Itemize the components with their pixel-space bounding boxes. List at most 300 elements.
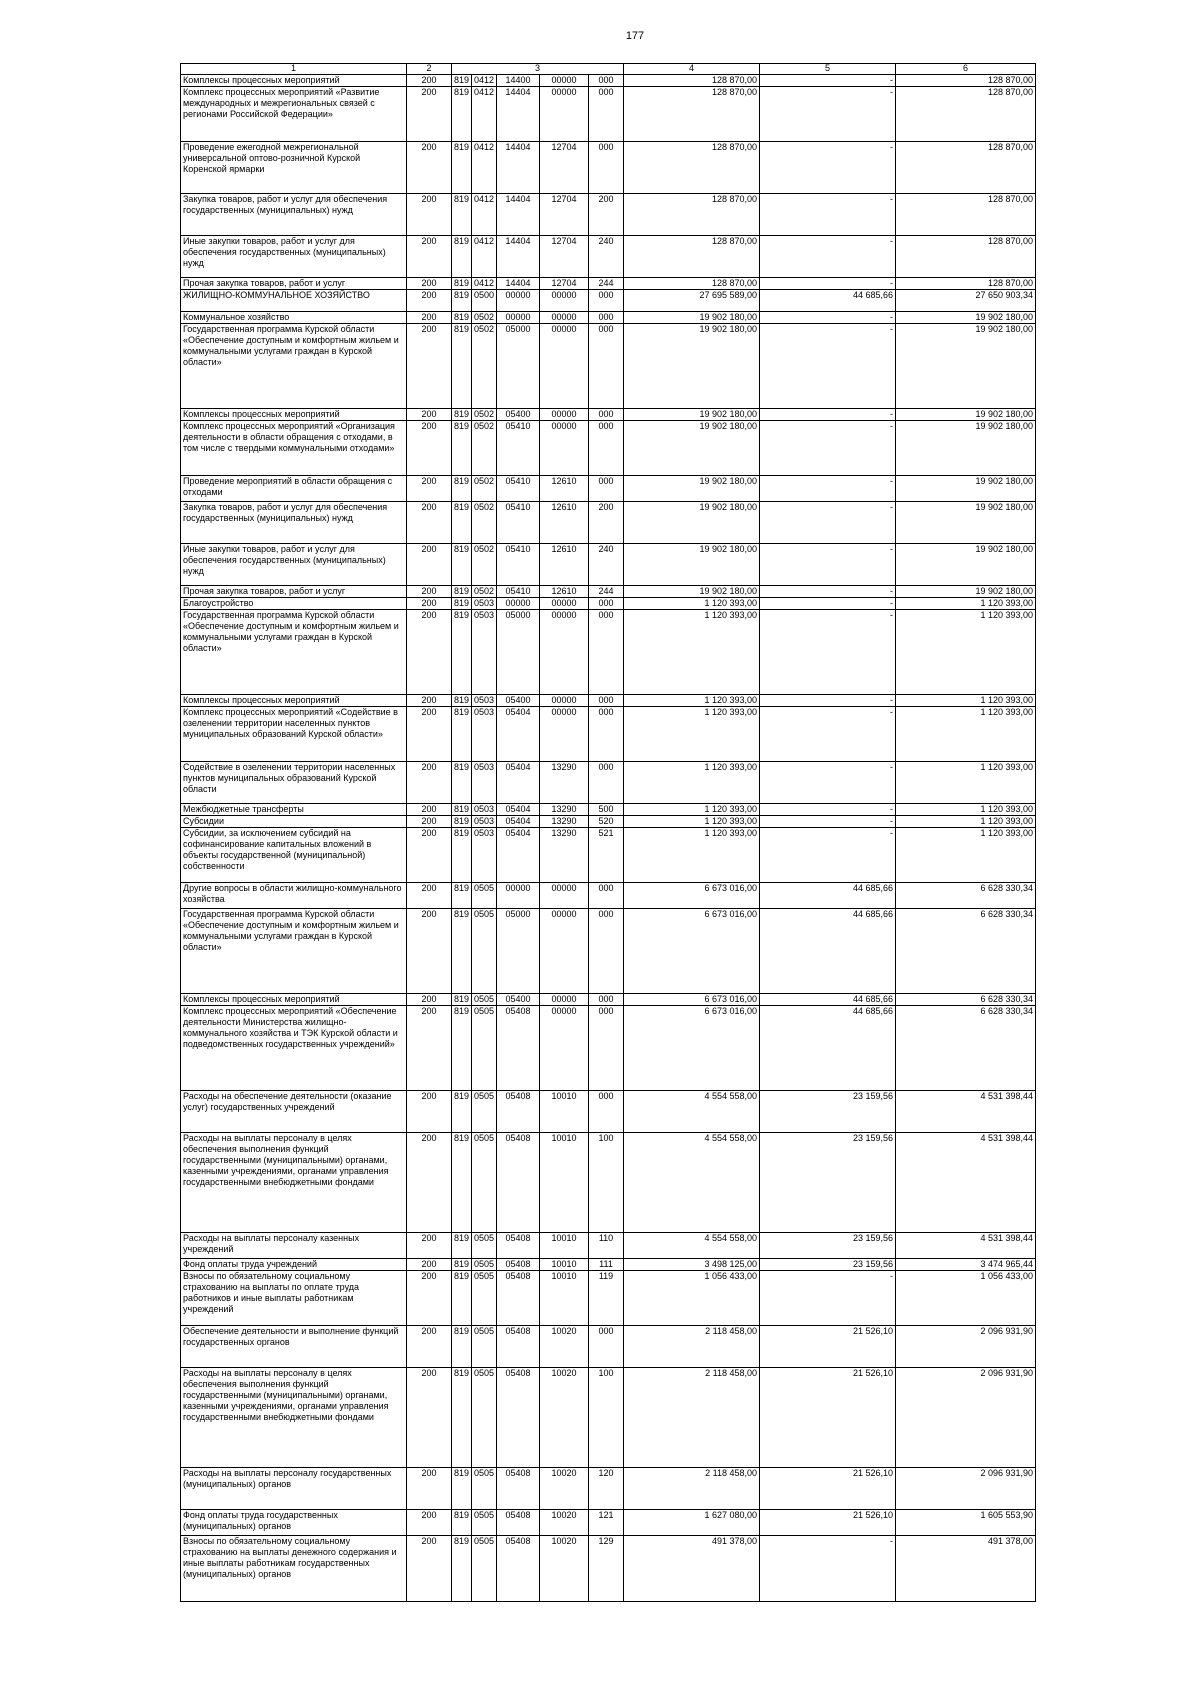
row-name: Обеспечение деятельности и выполнение функций государственных органов — [181, 1326, 407, 1368]
table-row — [181, 290, 1036, 312]
row-amount-planned: 19 902 180,00 — [624, 421, 760, 476]
row-amount-change: - — [760, 816, 896, 828]
row-code: 200 — [407, 421, 452, 476]
row-ministry: 819 — [452, 883, 472, 909]
row-amount-change: - — [760, 476, 896, 502]
col-header-4: 4 — [624, 64, 760, 75]
row-code: 200 — [407, 586, 452, 598]
row-code: 200 — [407, 1326, 452, 1368]
row-amount-change: - — [760, 75, 896, 87]
row-amount-change: 44 685,66 — [760, 1006, 896, 1091]
row-direction: 10010 — [540, 1271, 589, 1326]
row-section: 0505 — [472, 1368, 497, 1468]
row-amount-total: 1 605 553,90 — [896, 1510, 1036, 1536]
row-code: 200 — [407, 544, 452, 586]
table-row — [181, 194, 1036, 236]
row-section: 0505 — [472, 1259, 497, 1271]
row-amount-planned: 128 870,00 — [624, 142, 760, 194]
row-amount-change: 23 159,56 — [760, 1259, 896, 1271]
col-header-5: 5 — [760, 64, 896, 75]
row-section: 0503 — [472, 598, 497, 610]
row-direction: 10020 — [540, 1536, 589, 1602]
row-program: 00000 — [497, 312, 540, 324]
row-code: 200 — [407, 1133, 452, 1233]
table-row — [181, 1468, 1036, 1510]
row-amount-planned: 128 870,00 — [624, 278, 760, 290]
row-ministry: 819 — [452, 994, 472, 1006]
row-section: 0505 — [472, 1326, 497, 1368]
row-program: 05400 — [497, 409, 540, 421]
table-row — [181, 1271, 1036, 1326]
table-row — [181, 1233, 1036, 1259]
row-section: 0505 — [472, 1468, 497, 1510]
table-row — [181, 828, 1036, 883]
row-amount-planned: 4 554 558,00 — [624, 1233, 760, 1259]
row-program: 05400 — [497, 695, 540, 707]
row-amount-change: 21 526,10 — [760, 1468, 896, 1510]
row-amount-change: - — [760, 804, 896, 816]
row-ministry: 819 — [452, 1133, 472, 1233]
row-direction: 00000 — [540, 695, 589, 707]
row-code: 200 — [407, 194, 452, 236]
row-amount-change: 44 685,66 — [760, 883, 896, 909]
row-program: 14404 — [497, 194, 540, 236]
row-expense-type: 200 — [589, 194, 624, 236]
row-name: Субсидии — [181, 816, 407, 828]
row-ministry: 819 — [452, 828, 472, 883]
row-amount-planned: 1 120 393,00 — [624, 707, 760, 762]
row-code: 200 — [407, 994, 452, 1006]
row-program: 05400 — [497, 994, 540, 1006]
row-amount-change: 23 159,56 — [760, 1091, 896, 1133]
row-program: 14404 — [497, 236, 540, 278]
row-ministry: 819 — [452, 610, 472, 695]
row-amount-change: - — [760, 87, 896, 142]
row-program: 05408 — [497, 1326, 540, 1368]
row-amount-change: - — [760, 610, 896, 695]
row-amount-change: - — [760, 236, 896, 278]
row-expense-type: 129 — [589, 1536, 624, 1602]
row-amount-planned: 6 673 016,00 — [624, 883, 760, 909]
row-direction: 13290 — [540, 762, 589, 804]
row-amount-total: 1 120 393,00 — [896, 598, 1036, 610]
table-body — [181, 75, 1036, 1602]
table-row — [181, 544, 1036, 586]
row-ministry: 819 — [452, 1536, 472, 1602]
table-row — [181, 476, 1036, 502]
row-ministry: 819 — [452, 421, 472, 476]
row-section: 0502 — [472, 409, 497, 421]
row-code: 200 — [407, 1536, 452, 1602]
table-row — [181, 1536, 1036, 1602]
row-section: 0505 — [472, 994, 497, 1006]
row-amount-total: 6 628 330,34 — [896, 994, 1036, 1006]
row-amount-total: 2 096 931,90 — [896, 1326, 1036, 1368]
row-amount-total: 2 096 931,90 — [896, 1468, 1036, 1510]
row-amount-planned: 128 870,00 — [624, 75, 760, 87]
row-direction: 10010 — [540, 1091, 589, 1133]
row-expense-type: 000 — [589, 312, 624, 324]
row-program: 05404 — [497, 762, 540, 804]
row-amount-total: 4 531 398,44 — [896, 1091, 1036, 1133]
row-amount-planned: 1 120 393,00 — [624, 804, 760, 816]
row-amount-total: 128 870,00 — [896, 236, 1036, 278]
row-amount-change: - — [760, 586, 896, 598]
row-direction: 00000 — [540, 994, 589, 1006]
row-direction: 12610 — [540, 586, 589, 598]
row-amount-planned: 19 902 180,00 — [624, 324, 760, 409]
row-amount-total: 128 870,00 — [896, 194, 1036, 236]
row-amount-planned: 128 870,00 — [624, 87, 760, 142]
row-direction: 10020 — [540, 1468, 589, 1510]
row-section: 0505 — [472, 909, 497, 994]
row-direction: 12704 — [540, 142, 589, 194]
row-amount-change: 21 526,10 — [760, 1510, 896, 1536]
row-ministry: 819 — [452, 142, 472, 194]
row-code: 200 — [407, 502, 452, 544]
row-ministry: 819 — [452, 75, 472, 87]
row-amount-planned: 6 673 016,00 — [624, 994, 760, 1006]
row-name: Комплекс процессных мероприятий «Развитие международных и межрегиональных связей с регионами Российской Федерации» — [181, 87, 407, 142]
row-expense-type: 000 — [589, 290, 624, 312]
row-amount-total: 1 120 393,00 — [896, 828, 1036, 883]
row-name: Расходы на выплаты персоналу в целях обеспечения выполнения функций государственными (муниципальными) органами, казенными учреждениями, органами управления государственными внебюджетными фондами — [181, 1368, 407, 1468]
row-amount-change: 44 685,66 — [760, 290, 896, 312]
table-row — [181, 586, 1036, 598]
row-expense-type: 000 — [589, 142, 624, 194]
row-expense-type: 119 — [589, 1271, 624, 1326]
row-code: 200 — [407, 610, 452, 695]
row-amount-total: 1 120 393,00 — [896, 762, 1036, 804]
row-program: 14404 — [497, 278, 540, 290]
row-amount-planned: 2 118 458,00 — [624, 1368, 760, 1468]
row-ministry: 819 — [452, 544, 472, 586]
row-direction: 10020 — [540, 1326, 589, 1368]
row-amount-change: - — [760, 502, 896, 544]
row-name: Коммунальное хозяйство — [181, 312, 407, 324]
row-amount-change: - — [760, 421, 896, 476]
row-direction: 12610 — [540, 544, 589, 586]
row-expense-type: 000 — [589, 883, 624, 909]
row-amount-change: - — [760, 598, 896, 610]
row-code: 200 — [407, 762, 452, 804]
row-name: Проведение ежегодной межрегиональной универсальной оптово-розничной Курской Коренской ярмарки — [181, 142, 407, 194]
row-code: 200 — [407, 87, 452, 142]
row-section: 0502 — [472, 324, 497, 409]
row-expense-type: 111 — [589, 1259, 624, 1271]
row-ministry: 819 — [452, 236, 472, 278]
row-direction: 12610 — [540, 476, 589, 502]
row-amount-change: - — [760, 707, 896, 762]
row-code: 200 — [407, 909, 452, 994]
table-row — [181, 236, 1036, 278]
row-ministry: 819 — [452, 707, 472, 762]
table-row — [181, 1510, 1036, 1536]
row-ministry: 819 — [452, 312, 472, 324]
row-amount-total: 1 120 393,00 — [896, 707, 1036, 762]
row-name: Комплексы процессных мероприятий — [181, 409, 407, 421]
row-section: 0505 — [472, 1536, 497, 1602]
row-program: 05408 — [497, 1510, 540, 1536]
row-direction: 00000 — [540, 610, 589, 695]
row-expense-type: 000 — [589, 1326, 624, 1368]
row-amount-planned: 1 056 433,00 — [624, 1271, 760, 1326]
row-section: 0505 — [472, 1233, 497, 1259]
row-amount-total: 6 628 330,34 — [896, 909, 1036, 994]
row-expense-type: 521 — [589, 828, 624, 883]
row-amount-total: 1 120 393,00 — [896, 816, 1036, 828]
row-code: 200 — [407, 598, 452, 610]
table-row — [181, 324, 1036, 409]
row-direction: 13290 — [540, 816, 589, 828]
row-amount-change: 21 526,10 — [760, 1326, 896, 1368]
row-direction: 00000 — [540, 909, 589, 994]
row-amount-total: 19 902 180,00 — [896, 421, 1036, 476]
row-expense-type: 244 — [589, 586, 624, 598]
row-ministry: 819 — [452, 1368, 472, 1468]
row-ministry: 819 — [452, 502, 472, 544]
table-row — [181, 1326, 1036, 1368]
table-row — [181, 87, 1036, 142]
row-expense-type: 000 — [589, 75, 624, 87]
row-ministry: 819 — [452, 1271, 472, 1326]
row-name: Закупка товаров, работ и услуг для обеспечения государственных (муниципальных) нужд — [181, 502, 407, 544]
row-program: 05408 — [497, 1271, 540, 1326]
row-direction: 10010 — [540, 1133, 589, 1233]
row-amount-change: 21 526,10 — [760, 1368, 896, 1468]
row-program: 00000 — [497, 598, 540, 610]
row-program: 05000 — [497, 324, 540, 409]
row-expense-type: 000 — [589, 994, 624, 1006]
row-direction: 10010 — [540, 1259, 589, 1271]
row-ministry: 819 — [452, 1510, 472, 1536]
budget-table — [180, 63, 1036, 1602]
row-amount-change: - — [760, 142, 896, 194]
row-code: 200 — [407, 75, 452, 87]
row-code: 200 — [407, 1233, 452, 1259]
row-amount-planned: 1 120 393,00 — [624, 828, 760, 883]
row-program: 05404 — [497, 816, 540, 828]
row-program: 14404 — [497, 87, 540, 142]
row-name: Фонд оплаты труда государственных (муниципальных) органов — [181, 1510, 407, 1536]
row-program: 05408 — [497, 1468, 540, 1510]
row-name: Комплексы процессных мероприятий — [181, 994, 407, 1006]
row-expense-type: 000 — [589, 707, 624, 762]
row-section: 0500 — [472, 290, 497, 312]
row-name: Комплекс процессных мероприятий «Организация деятельности в области обращения с отходами, в том числе с твердыми коммунальными отходами» — [181, 421, 407, 476]
row-name: Прочая закупка товаров, работ и услуг — [181, 586, 407, 598]
row-amount-total: 19 902 180,00 — [896, 476, 1036, 502]
row-ministry: 819 — [452, 1233, 472, 1259]
row-amount-planned: 4 554 558,00 — [624, 1091, 760, 1133]
row-expense-type: 244 — [589, 278, 624, 290]
row-expense-type: 240 — [589, 544, 624, 586]
row-amount-total: 1 120 393,00 — [896, 695, 1036, 707]
row-name: Государственная программа Курской области «Обеспечение доступным и комфортным жильем и коммунальными услугами граждан в Курской области» — [181, 610, 407, 695]
row-amount-change: - — [760, 828, 896, 883]
row-amount-total: 19 902 180,00 — [896, 544, 1036, 586]
row-amount-change: 44 685,66 — [760, 994, 896, 1006]
row-direction: 00000 — [540, 290, 589, 312]
row-name: Государственная программа Курской области «Обеспечение доступным и комфортным жильем и коммунальными услугами граждан в Курской области» — [181, 324, 407, 409]
table-row — [181, 502, 1036, 544]
table-row — [181, 804, 1036, 816]
row-amount-total: 6 628 330,34 — [896, 883, 1036, 909]
row-program: 05404 — [497, 828, 540, 883]
row-code: 200 — [407, 142, 452, 194]
row-code: 200 — [407, 476, 452, 502]
row-amount-planned: 19 902 180,00 — [624, 586, 760, 598]
row-ministry: 819 — [452, 816, 472, 828]
row-direction: 00000 — [540, 883, 589, 909]
row-code: 200 — [407, 828, 452, 883]
row-code: 200 — [407, 409, 452, 421]
table-row — [181, 409, 1036, 421]
row-code: 200 — [407, 816, 452, 828]
table-row — [181, 707, 1036, 762]
row-amount-total: 128 870,00 — [896, 142, 1036, 194]
row-expense-type: 000 — [589, 695, 624, 707]
row-code: 200 — [407, 236, 452, 278]
row-program: 05404 — [497, 707, 540, 762]
row-code: 200 — [407, 1006, 452, 1091]
row-section: 0412 — [472, 142, 497, 194]
row-amount-total: 4 531 398,44 — [896, 1233, 1036, 1259]
row-amount-total: 19 902 180,00 — [896, 586, 1036, 598]
row-section: 0503 — [472, 707, 497, 762]
row-direction: 00000 — [540, 324, 589, 409]
col-header-3: 3 — [452, 64, 624, 75]
row-program: 05410 — [497, 586, 540, 598]
row-program: 05410 — [497, 544, 540, 586]
row-amount-change: - — [760, 312, 896, 324]
row-amount-change: 23 159,56 — [760, 1133, 896, 1233]
row-direction: 00000 — [540, 421, 589, 476]
table-row — [181, 75, 1036, 87]
row-expense-type: 000 — [589, 598, 624, 610]
row-amount-change: - — [760, 278, 896, 290]
table-row — [181, 1259, 1036, 1271]
row-name: Комплексы процессных мероприятий — [181, 695, 407, 707]
row-direction: 00000 — [540, 75, 589, 87]
row-code: 200 — [407, 804, 452, 816]
row-direction: 00000 — [540, 598, 589, 610]
row-amount-total: 27 650 903,34 — [896, 290, 1036, 312]
row-amount-planned: 1 120 393,00 — [624, 762, 760, 804]
row-section: 0502 — [472, 544, 497, 586]
row-amount-total: 1 056 433,00 — [896, 1271, 1036, 1326]
row-name: Комплекс процессных мероприятий «Обеспечение деятельности Министерства жилищно-коммунального хозяйства и ТЭК Курской области и подведомственных государственных учреждений» — [181, 1006, 407, 1091]
row-section: 0502 — [472, 586, 497, 598]
row-program: 00000 — [497, 883, 540, 909]
row-expense-type: 520 — [589, 816, 624, 828]
row-amount-planned: 27 695 589,00 — [624, 290, 760, 312]
row-section: 0502 — [472, 502, 497, 544]
row-name: Субсидии, за исключением субсидий на софинансирование капитальных вложений в объекты государственной (муниципальной) собственности — [181, 828, 407, 883]
row-section: 0502 — [472, 476, 497, 502]
row-direction: 12704 — [540, 236, 589, 278]
row-direction: 00000 — [540, 409, 589, 421]
row-code: 200 — [407, 1091, 452, 1133]
row-code: 200 — [407, 883, 452, 909]
row-program: 05404 — [497, 804, 540, 816]
row-program: 05408 — [497, 1259, 540, 1271]
row-program: 14404 — [497, 142, 540, 194]
row-ministry: 819 — [452, 87, 472, 142]
table-row — [181, 909, 1036, 994]
row-section: 0412 — [472, 87, 497, 142]
row-name: Комплекс процессных мероприятий «Содействие в озеленении территории населенных пунктов муниципальных образований Курской области» — [181, 707, 407, 762]
row-ministry: 819 — [452, 194, 472, 236]
row-direction: 13290 — [540, 828, 589, 883]
row-amount-planned: 1 120 393,00 — [624, 695, 760, 707]
row-name: Закупка товаров, работ и услуг для обеспечения государственных (муниципальных) нужд — [181, 194, 407, 236]
row-section: 0505 — [472, 1006, 497, 1091]
row-expense-type: 000 — [589, 762, 624, 804]
table-row — [181, 421, 1036, 476]
row-amount-planned: 2 118 458,00 — [624, 1468, 760, 1510]
row-name: Взносы по обязательному социальному страхованию на выплаты по оплате труда работников и иные выплаты работникам учреждений — [181, 1271, 407, 1326]
row-section: 0503 — [472, 828, 497, 883]
row-ministry: 819 — [452, 695, 472, 707]
row-amount-planned: 19 902 180,00 — [624, 544, 760, 586]
row-code: 200 — [407, 1271, 452, 1326]
row-expense-type: 200 — [589, 502, 624, 544]
row-program: 05408 — [497, 1368, 540, 1468]
row-program: 05408 — [497, 1006, 540, 1091]
row-name: Взносы по обязательному социальному страхованию на выплаты денежного содержания и иные выплаты работникам государственных (муниципальных) органов — [181, 1536, 407, 1602]
row-section: 0505 — [472, 1091, 497, 1133]
row-section: 0412 — [472, 75, 497, 87]
row-ministry: 819 — [452, 476, 472, 502]
row-ministry: 819 — [452, 909, 472, 994]
row-amount-total: 19 902 180,00 — [896, 502, 1036, 544]
row-direction: 00000 — [540, 707, 589, 762]
row-program: 05000 — [497, 610, 540, 695]
row-ministry: 819 — [452, 324, 472, 409]
row-program: 05408 — [497, 1133, 540, 1233]
row-name: Проведение мероприятий в области обращения с отходами — [181, 476, 407, 502]
row-section: 0502 — [472, 312, 497, 324]
row-amount-change: - — [760, 1536, 896, 1602]
row-code: 200 — [407, 278, 452, 290]
table-row — [181, 610, 1036, 695]
col-header-2: 2 — [407, 64, 452, 75]
row-program: 00000 — [497, 290, 540, 312]
row-amount-change: - — [760, 762, 896, 804]
row-direction: 13290 — [540, 804, 589, 816]
row-ministry: 819 — [452, 598, 472, 610]
row-amount-total: 2 096 931,90 — [896, 1368, 1036, 1468]
row-program: 05408 — [497, 1536, 540, 1602]
row-direction: 12704 — [540, 194, 589, 236]
col-header-6: 6 — [896, 64, 1036, 75]
row-program: 05408 — [497, 1091, 540, 1133]
row-section: 0505 — [472, 1510, 497, 1536]
row-code: 200 — [407, 324, 452, 409]
row-amount-change: - — [760, 544, 896, 586]
row-section: 0505 — [472, 1271, 497, 1326]
row-amount-total: 19 902 180,00 — [896, 324, 1036, 409]
row-expense-type: 000 — [589, 87, 624, 142]
row-expense-type: 100 — [589, 1133, 624, 1233]
row-amount-planned: 19 902 180,00 — [624, 312, 760, 324]
table-row — [181, 598, 1036, 610]
row-expense-type: 000 — [589, 1006, 624, 1091]
row-code: 200 — [407, 290, 452, 312]
row-expense-type: 000 — [589, 409, 624, 421]
row-expense-type: 000 — [589, 610, 624, 695]
